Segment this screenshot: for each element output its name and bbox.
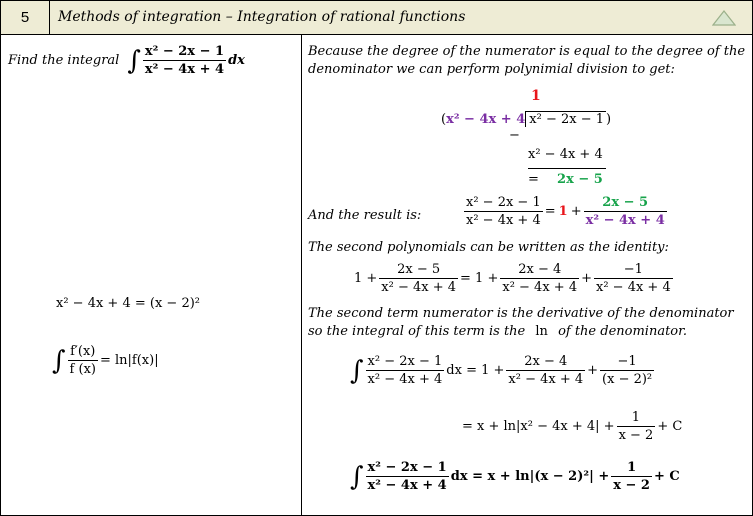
- second-term-line-1: The second term numerator is the derivative of the denominator: [308, 306, 734, 321]
- factor-identity: x² − 4x + 4 = (x − 2)²: [56, 296, 201, 311]
- result-equation: $\frac{\text{x² − 2x − 1}}{\text{x² − 4x + 4}}$ = 1 + $\frac{2x - 5}{\text{x² − 4x + 4}}$: [466, 195, 665, 228]
- division-minus: −: [509, 128, 520, 143]
- result-rhs-fraction: $\frac{2x - 5}{\text{x² − 4x + 4}}$: [585, 195, 665, 228]
- log-rhs: = ln|f(x)|: [99, 353, 159, 368]
- division-result: [528, 172, 603, 187]
- second-term-line-2: so the integral of this term is the ln of the denominator.: [308, 324, 688, 339]
- prompt-text: Find the integral: [8, 53, 120, 68]
- intro-line-2: denominator we can perform polynimial division to get:: [308, 62, 675, 77]
- integral-sign: ∫: [350, 461, 364, 492]
- final-result: ∫ $\frac{\text{x² − 2x − 1}}{\text{x² − 4x + 4}}$ dx = x + ln|(x − 2)²| + $\frac{1}{x - 2}$ + C: [350, 460, 680, 493]
- division-divisor: x² − 4x + 4: [446, 112, 526, 127]
- integrand-fraction: [143, 44, 226, 77]
- section-title: Methods of integration – Integration of rational functions: [58, 9, 466, 25]
- log-denominator: f (x): [69, 362, 96, 377]
- intro-line-1: Because the degree of the numerator is equal to the degree of the: [308, 44, 746, 59]
- division-eq: =: [528, 172, 539, 187]
- division-quotient: 1: [531, 88, 541, 104]
- log-numerator: f′(x): [70, 344, 96, 359]
- division-line: (x² − 4x + 4 x² − 2x − 1 ): [441, 112, 612, 127]
- integral-sign: ∫: [127, 45, 141, 76]
- integral-sign: ∫: [350, 355, 364, 386]
- header-bar: [1, 1, 752, 35]
- triangle-up-icon[interactable]: [712, 10, 736, 26]
- left-problem: [8, 44, 245, 77]
- integration-step-2: = x + ln|x² − 4x + 4| + $\frac{1}{x - 2}$ + C: [462, 410, 683, 443]
- log-fraction: [68, 344, 98, 377]
- column-divider: [301, 35, 302, 516]
- log-rule: [52, 344, 159, 377]
- identity-text: The second polynomials can be written as the identity:: [308, 240, 669, 255]
- section-number: 5: [1, 1, 50, 34]
- integration-step-1: ∫ $\frac{\text{x² − 2x − 1}}{\text{x² − 4x + 4}}$ dx = 1 + $\frac{2x - 4}{\text{x² − 4x + 4}}$ + $\frac{-1}{\text{(x − 2)²}}$: [350, 354, 653, 387]
- division-remainder: 2x − 5: [557, 172, 603, 187]
- result-lhs-fraction: $\frac{\text{x² − 2x − 1}}{\text{x² − 4x + 4}}$: [466, 195, 541, 228]
- integrand-numerator: x² − 2x − 1: [144, 44, 225, 59]
- integrand-dx: dx: [228, 53, 245, 68]
- result-label: And the result is:: [308, 208, 422, 223]
- division-subtrahend: x² − 4x + 4: [528, 147, 603, 162]
- division-rule: [528, 168, 606, 169]
- integrand-denominator: x² − 4x + 4: [144, 62, 225, 77]
- identity-equation: 1 + $\frac{2x - 5}{\text{x² − 4x + 4}}$ = 1 + $\frac{2x - 4}{\text{x² − 4x + 4}}$ + $\frac{-1}{\text{x² − 4x + 4}}$: [354, 262, 671, 295]
- integral-sign: ∫: [52, 345, 66, 376]
- division-dividend: x² − 2x − 1: [525, 111, 606, 127]
